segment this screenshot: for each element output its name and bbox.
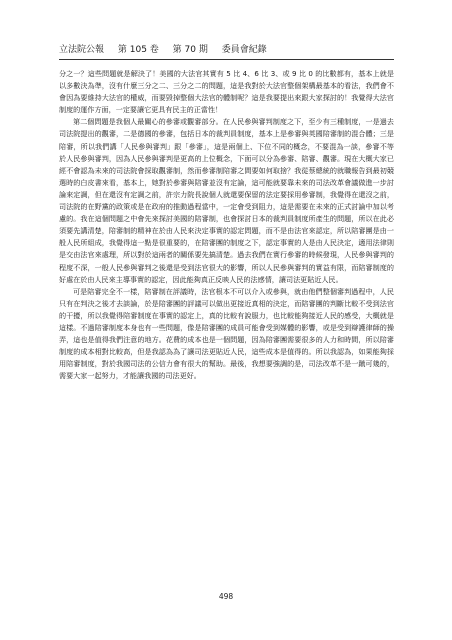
paragraph-3: 可是陪審完全不一樣，陪審制在評議時，法官根本不可以介入或參與，就由他們整個審判過程中，人民只有在判決之後才去談論，於是陪審團的評議可以做出更接近真相的決定，而陪審團的判斷比較不受到法官的干擾，所以我覺得陪審制度在事實的認定上，真的比較有說服力，也比較能夠接近人民的感受，大概就是這樣。不過陪審制度本身也有一些問題，像是陪審團的成員可能會受到媒體的影響，或是受到辯護律師的操弄，這也是值得我們注意的地方。花費的成本也是一個問題，因為陪審團需要很多的人力和時間，所以陪審制度的成本相對比較高，但是我認為為了讓司法更貼近人民，這些成本是值得的。所以我認為，如果能夠採用陪審制度，對於我國司法的公信力會有很大的幫助。最後，我想要強調的是，司法改革不是一蹴可幾的，需要大家一起努力，才能讓我國的司法更好。 [59, 286, 394, 381]
header-divider [59, 59, 394, 60]
page-number: 498 [218, 592, 234, 601]
document-body [59, 68, 394, 382]
publication-name: 立法院公報 [59, 45, 105, 55]
section-name: 委員會紀錄 [221, 45, 267, 55]
volume-number: 第 105 卷 [117, 45, 159, 55]
page-header [59, 44, 394, 56]
paragraph-1: 分之一？這些問題就是解決了！美國的大法官其實有 5 比 4、6 比 3、或 9 比 0 的比數都有，基本上就是以多數決為準，沒有什麼三分之二、三分之二的問題，這是我對於大法官整個架構最基本的看法，我們會不會因為要維持大法官的權威，而要毀掉整個大法官的體制呢？這是我要提出來跟大家探討的！我覺得大法官制度的運作方面，一定要讓它更具有民主的正當性！ [59, 69, 394, 115]
issue-number: 第 70 期 [172, 45, 208, 55]
paragraph-2: 第二個問題是我個人最關心的參審或觀審部分。在人民參與審判制度之下，至少有三種制度，一是過去司法院提出的觀審，二是德國的參審，包括日本的裁判員制度，基本上是參審與英國陪審制的混合體；三是陪審，所以我們講「人民參與審判」跟「參審」，這是兩個上、下位不同的概念，不要混為一談，參審不等於人民參與審判，因為人民參與審判是更高的上位概念，下面可以分為參審、陪審、觀審。現在大概大家已經不會認為未來的司法院會採取觀審制，然而參審制陪審之間要如何取捨？我從蔡總統的就職報告到最初競選時的白皮書來看，基本上，她對於參審與陪審並沒有定論，這可能就要靠未來的司法改革會議做進一步討論來定調，但在還沒有定調之前，許宗力院長說個人就還要保留的法定要採用參審制，我覺得在還沒之前，司法院的在野黨的政策或是在政府的推動過程當中，一定會受到阻力，這是需要在未來的正式討論中加以考慮的。我在這個問題之中會先來探討美國的陪審制，也會探討日本的裁判員制度所產生的問題，所以在此必須要先講清楚，陪審制的精神在於由人民來決定事實的認定問題，而不是由法官來認定，所以陪審團是由一般人民所組成，我覺得這一點是很重要的，在陪審團的制度之下，認定事實的人是由人民決定，適用法律則是交由法官來處理，所以對於這兩者的關係要先搞清楚。過去我們在實行參審的時候發現，人民參與審判的程度不深，一般人民參與審判之後還是受到法官很大的影響，所以人民參與審判的實益有限，而陪審制度的好處在於由人民來主導事實的認定，因此能夠真正反映人民的法感情，讓司法更貼近人民。 [59, 117, 394, 284]
